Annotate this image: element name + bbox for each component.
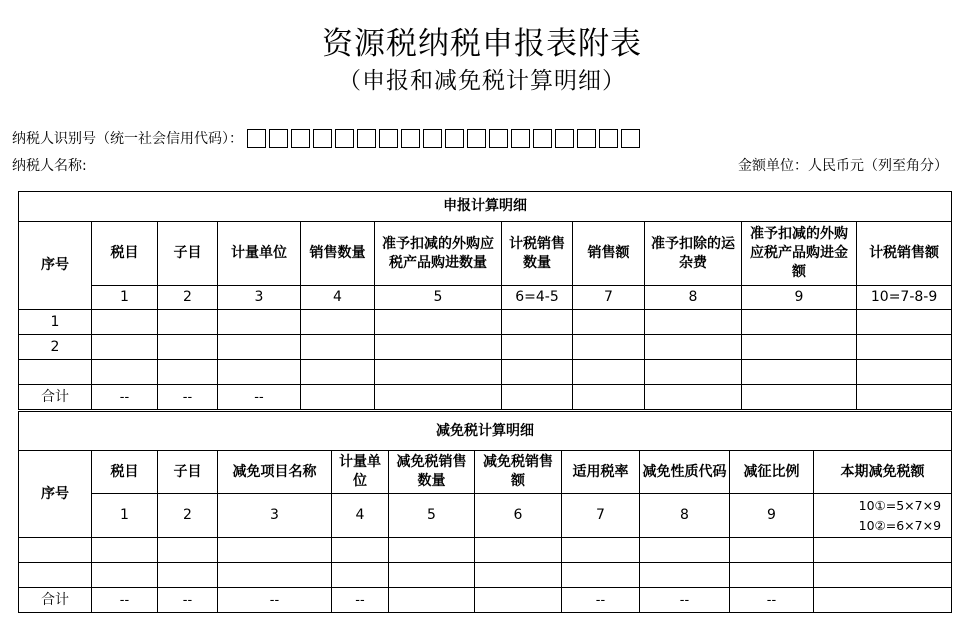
cell-input[interactable] [645,335,742,360]
cell-input[interactable] [92,335,158,360]
cell-input[interactable] [92,360,158,385]
cell-input[interactable] [742,310,857,335]
col-number: 9 [742,286,857,310]
cell-input[interactable] [857,335,952,360]
col-number: 9 [730,494,814,538]
col-number: 2 [158,494,218,538]
col-number: 3 [218,286,301,310]
cell-input[interactable] [640,563,730,588]
form-subtitle: （申报和减免税计算明细） [338,68,626,94]
cell-input[interactable] [92,563,158,588]
exemption-detail-table [18,411,952,613]
total-dash: -- [730,588,814,613]
total-dash: -- [218,588,332,613]
row-seq: 1 [19,310,92,335]
col-header-unit: 计量单位 [332,451,389,494]
col-number: 4 [301,286,375,310]
col-number: 2 [158,286,218,310]
cell-input[interactable] [158,538,218,563]
declaration-detail-table [18,191,952,410]
cell-input[interactable] [475,538,562,563]
cell-input[interactable] [640,538,730,563]
col-header-tax-item: 税目 [92,222,158,286]
total-dash: -- [562,588,640,613]
col-number: 1 [92,494,158,538]
cell-input[interactable] [742,335,857,360]
total-label: 合计 [19,588,92,613]
cell-input[interactable] [562,563,640,588]
cell-input[interactable] [502,335,573,360]
cell-input[interactable] [645,360,742,385]
total-row [19,588,952,613]
col-header-seq: 序号 [19,222,92,310]
table-row [19,335,952,360]
cell-input[interactable] [375,360,502,385]
cell-input[interactable] [562,538,640,563]
cell-input[interactable] [475,588,562,613]
cell-input[interactable] [502,360,573,385]
cell-input[interactable] [502,385,573,410]
total-dash: -- [158,385,218,410]
cell-input[interactable] [730,538,814,563]
total-dash: -- [218,385,301,410]
col-header-deduct-amount: 准予扣减的外购应税产品购进金额 [742,222,857,286]
cell-input[interactable] [218,538,332,563]
table-row [19,538,952,563]
col-number: 1 [92,286,158,310]
col-number: 10=7-8-9 [857,286,952,310]
taxpayer-id-row [12,128,643,152]
cell-input[interactable] [158,335,218,360]
col-header-taxable-qty: 计税销售数量 [502,222,573,286]
col-header-sales-amount: 销售额 [573,222,645,286]
formula-2: 10②=6×7×9 [858,517,942,533]
cell-input[interactable] [218,563,332,588]
cell-input[interactable] [814,588,952,613]
col-header-exempt-amount: 减免税销售额 [475,451,562,494]
cell-input[interactable] [814,563,952,588]
col-header-taxable-amount: 计税销售额 [857,222,952,286]
cell-input[interactable] [158,360,218,385]
total-dash: -- [158,588,218,613]
cell-input[interactable] [857,385,952,410]
col-number: 5 [375,286,502,310]
cell-input[interactable] [502,310,573,335]
col-header-sub-item: 子目 [158,222,218,286]
amount-unit-label: 金额单位：人民币元（列至角分） [738,158,948,174]
cell-input[interactable] [158,310,218,335]
total-dash: -- [92,385,158,410]
table-row [19,360,952,385]
col-number: 6=4-5 [502,286,573,310]
section-title-declaration: 申报计算明细 [19,192,952,222]
cell-input[interactable] [92,538,158,563]
cell-input[interactable] [158,563,218,588]
cell-input[interactable] [218,335,301,360]
col-header-tax-rate: 适用税率 [562,451,640,494]
col-number: 8 [640,494,730,538]
total-dash: -- [92,588,158,613]
cell-input[interactable] [375,335,502,360]
cell-input[interactable] [301,310,375,335]
cell-input[interactable] [389,588,475,613]
cell-input[interactable] [730,563,814,588]
cell-input[interactable] [218,360,301,385]
cell-input[interactable] [218,310,301,335]
col-number: 5 [389,494,475,538]
cell-input[interactable] [857,310,952,335]
total-row [19,385,952,410]
col-header-tax-item: 税目 [92,451,158,494]
col-header-exemption-item: 减免项目名称 [218,451,332,494]
total-dash: -- [640,588,730,613]
cell-input[interactable] [375,310,502,335]
cell-input[interactable] [332,563,389,588]
cell-input[interactable] [389,563,475,588]
col-header-exempt-tax: 本期减免税额 [814,451,952,494]
formula-1: 10①=5×7×9 [858,497,942,513]
cell-input[interactable] [301,335,375,360]
col-number: 7 [562,494,640,538]
cell-input[interactable] [301,385,375,410]
cell-input[interactable] [375,385,502,410]
section-title-exemption: 减免税计算明细 [19,412,952,451]
col-header-unit: 计量单位 [218,222,301,286]
table-row [19,563,952,588]
form-title: 资源税纳税申报表附表 [322,26,642,62]
col-header-seq: 序号 [19,451,92,538]
cell-input[interactable] [857,360,952,385]
cell-input[interactable] [645,385,742,410]
cell-input[interactable] [92,310,158,335]
col-header-reduction-ratio: 减征比例 [730,451,814,494]
cell-input[interactable] [301,360,375,385]
cell-input[interactable] [645,310,742,335]
cell-input[interactable] [19,563,92,588]
total-label: 合计 [19,385,92,410]
cell-input[interactable] [19,538,92,563]
cell-input[interactable] [573,335,645,360]
row-seq: 2 [19,335,92,360]
col-header-sub-item: 子目 [158,451,218,494]
col-number: 6 [475,494,562,538]
cell-input[interactable] [814,538,952,563]
col-header-nature-code: 减免性质代码 [640,451,730,494]
col-header-freight: 准予扣除的运杂费 [645,222,742,286]
col-header-sales-qty: 销售数量 [301,222,375,286]
col-number: 3 [218,494,332,538]
total-dash: -- [332,588,389,613]
cell-input[interactable] [742,360,857,385]
cell-input[interactable] [573,385,645,410]
cell-input[interactable] [332,538,389,563]
taxpayer-id-label: 纳税人识别号（统一社会信用代码）： [12,131,243,147]
taxpayer-id-boxes[interactable] [247,129,643,152]
cell-input[interactable] [573,360,645,385]
formula-cell [814,494,952,538]
taxpayer-name-label: 纳税人名称: [12,158,87,174]
col-number: 8 [645,286,742,310]
col-header-deduct-qty: 准予扣减的外购应税产品购进数量 [375,222,502,286]
row-seq [19,360,92,385]
col-number: 4 [332,494,389,538]
cell-input[interactable] [475,563,562,588]
cell-input[interactable] [742,385,857,410]
cell-input[interactable] [389,538,475,563]
col-number: 7 [573,286,645,310]
col-header-exempt-qty: 减免税销售数量 [389,451,475,494]
table-row [19,310,952,335]
cell-input[interactable] [573,310,645,335]
